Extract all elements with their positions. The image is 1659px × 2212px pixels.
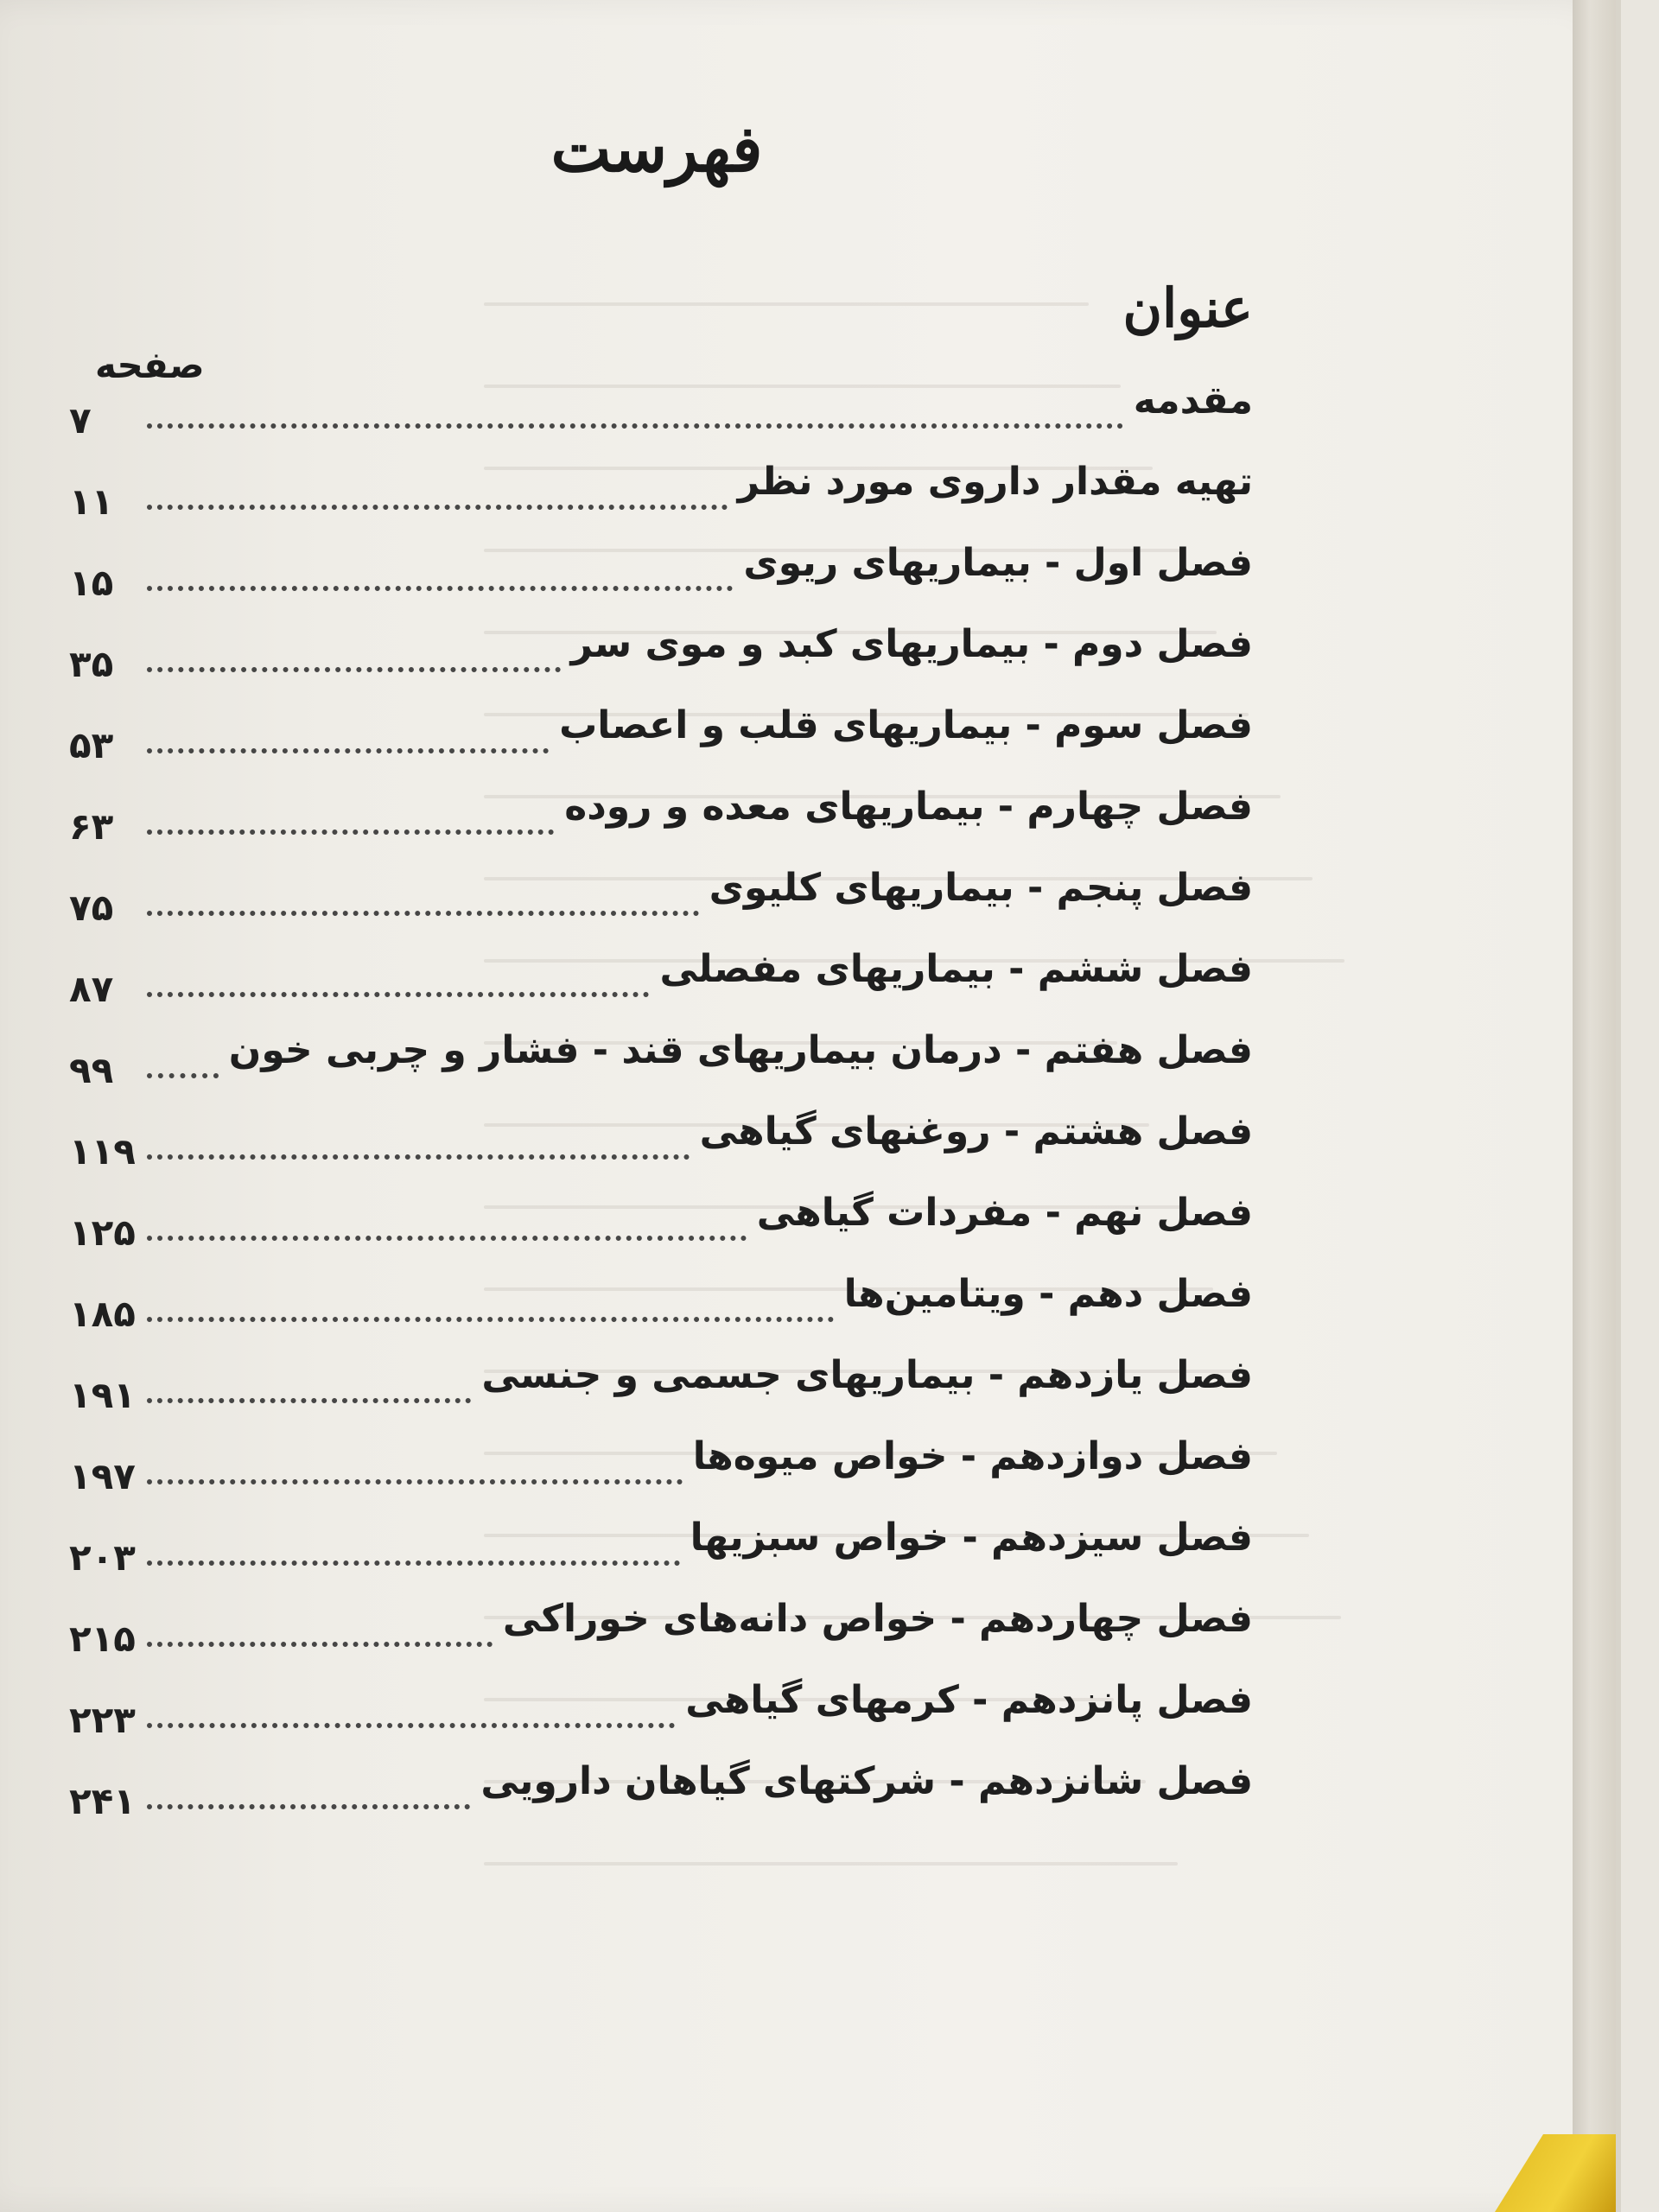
- dot-leader: [147, 662, 561, 672]
- toc-entry-title: فصل چهارم - بیماریهای معده و روده: [564, 785, 1253, 829]
- toc-entry-title: فصل پنجم - بیماریهای کلیوی: [709, 866, 1253, 910]
- toc-entry-title: فصل دهم - ویتامین‌ها: [843, 1272, 1253, 1316]
- toc-entry-title: فصل پانزدهم - کرمهای گیاهی: [685, 1678, 1253, 1722]
- toc-entry-page-number: ۲۱۵: [69, 1618, 136, 1660]
- dot-leader: [147, 1230, 747, 1241]
- toc-entry-title: فصل سوم - بیماریهای قلب و اعصاب: [559, 703, 1253, 747]
- toc-entry-page-number: ۲۰۳: [69, 1536, 136, 1579]
- toc-entry-page-number: ۲۲۳: [69, 1699, 136, 1741]
- toc-entry-title: فصل هشتم - روغنهای گیاهی: [699, 1109, 1253, 1154]
- toc-entry: [69, 1434, 1253, 1521]
- toc-entry-title: فصل یازدهم - بیماریهای جسمی و جنسی: [481, 1353, 1253, 1397]
- dot-leader: [147, 906, 699, 916]
- toc-entry: [69, 785, 1253, 871]
- toc-entry-page-number: ۲۴۱: [69, 1780, 136, 1822]
- toc-entry: [69, 947, 1253, 1033]
- toc-entry: [69, 622, 1253, 709]
- toc-entry: [69, 1759, 1253, 1846]
- toc-entry: [69, 1028, 1253, 1115]
- dot-leader: [147, 418, 1123, 429]
- dot-leader: [147, 1555, 680, 1566]
- toc-entry: [69, 1191, 1253, 1277]
- toc-entry-page-number: ۱۲۵: [69, 1211, 136, 1254]
- toc-entry-page-number: ۵۳: [69, 724, 114, 766]
- toc-entry-page-number: ۶۳: [69, 805, 114, 848]
- toc-entry-page-number: ۸۷: [69, 968, 114, 1010]
- dot-leader: [147, 1312, 834, 1322]
- dot-leader: [147, 581, 733, 591]
- toc-entry-page-number: ۱۹۷: [69, 1455, 136, 1497]
- toc-entry-page-number: ۱۱: [69, 480, 114, 523]
- toc-entry-page-number: ۱۹۱: [69, 1374, 136, 1416]
- toc-entry-page-number: ۱۸۵: [69, 1293, 136, 1335]
- dot-leader: [147, 1474, 683, 1484]
- toc-entry: [69, 1272, 1253, 1358]
- toc-entry-page-number: ۱۵: [69, 562, 114, 604]
- toc-entry-title: مقدمه: [1133, 378, 1253, 423]
- toc-entry: [69, 1109, 1253, 1196]
- toc-entry: [69, 1353, 1253, 1440]
- toc-entry-title: فصل دوازدهم - خواص میوه‌ها: [692, 1434, 1253, 1478]
- dot-leader: [147, 1718, 675, 1728]
- toc-entry-title: فصل سیزدهم - خواص سبزیها: [690, 1516, 1253, 1560]
- toc-entry: [69, 1516, 1253, 1602]
- dot-leader: [147, 499, 728, 510]
- toc-entry-title: فصل چهاردهم - خواص دانه‌های خوراکی: [502, 1597, 1253, 1641]
- toc-entry: [69, 460, 1253, 546]
- dot-leader: [147, 824, 554, 835]
- toc-entry: [69, 866, 1253, 952]
- toc-entry-title: فصل دوم - بیماریهای کبد و موی سر: [570, 622, 1253, 666]
- toc-entry: [69, 378, 1253, 465]
- toc-entry: [69, 541, 1253, 627]
- dot-leader: [147, 1799, 470, 1809]
- dot-leader: [147, 743, 549, 753]
- dot-leader: [147, 1637, 493, 1647]
- toc-entry-title: تهیه مقدار داروی مورد نظر: [737, 460, 1253, 504]
- toc-entry-title: فصل ششم - بیماریهای مفصلی: [659, 947, 1253, 991]
- toc-entry-page-number: ۹۹: [69, 1049, 114, 1091]
- toc-entry-title: فصل هفتم - درمان بیماریهای قند - فشار و چربی خون: [228, 1028, 1253, 1072]
- toc-entry: [69, 1678, 1253, 1764]
- toc-entry-title: فصل اول - بیماریهای ریوی: [743, 541, 1253, 585]
- toc-entry: [69, 703, 1253, 790]
- page-column-heading: صفحه: [95, 344, 205, 386]
- dot-leader: [147, 1393, 471, 1403]
- toc-entry-page-number: ۱۱۹: [69, 1130, 136, 1173]
- dot-leader: [147, 987, 649, 997]
- page-title: فهرست: [550, 112, 763, 187]
- dot-leader: [147, 1149, 690, 1160]
- toc-entry: [69, 1597, 1253, 1683]
- toc-entry-page-number: ۳۵: [69, 643, 114, 685]
- title-column-heading: عنوان: [1122, 276, 1253, 340]
- toc-entry-title: فصل شانزدهم - شرکتهای گیاهان دارویی: [480, 1759, 1253, 1803]
- toc-entry-page-number: ۷۵: [69, 887, 114, 929]
- toc-entry-title: فصل نهم - مفردات گیاهی: [756, 1191, 1253, 1235]
- toc-entry-page-number: ۷: [69, 399, 92, 442]
